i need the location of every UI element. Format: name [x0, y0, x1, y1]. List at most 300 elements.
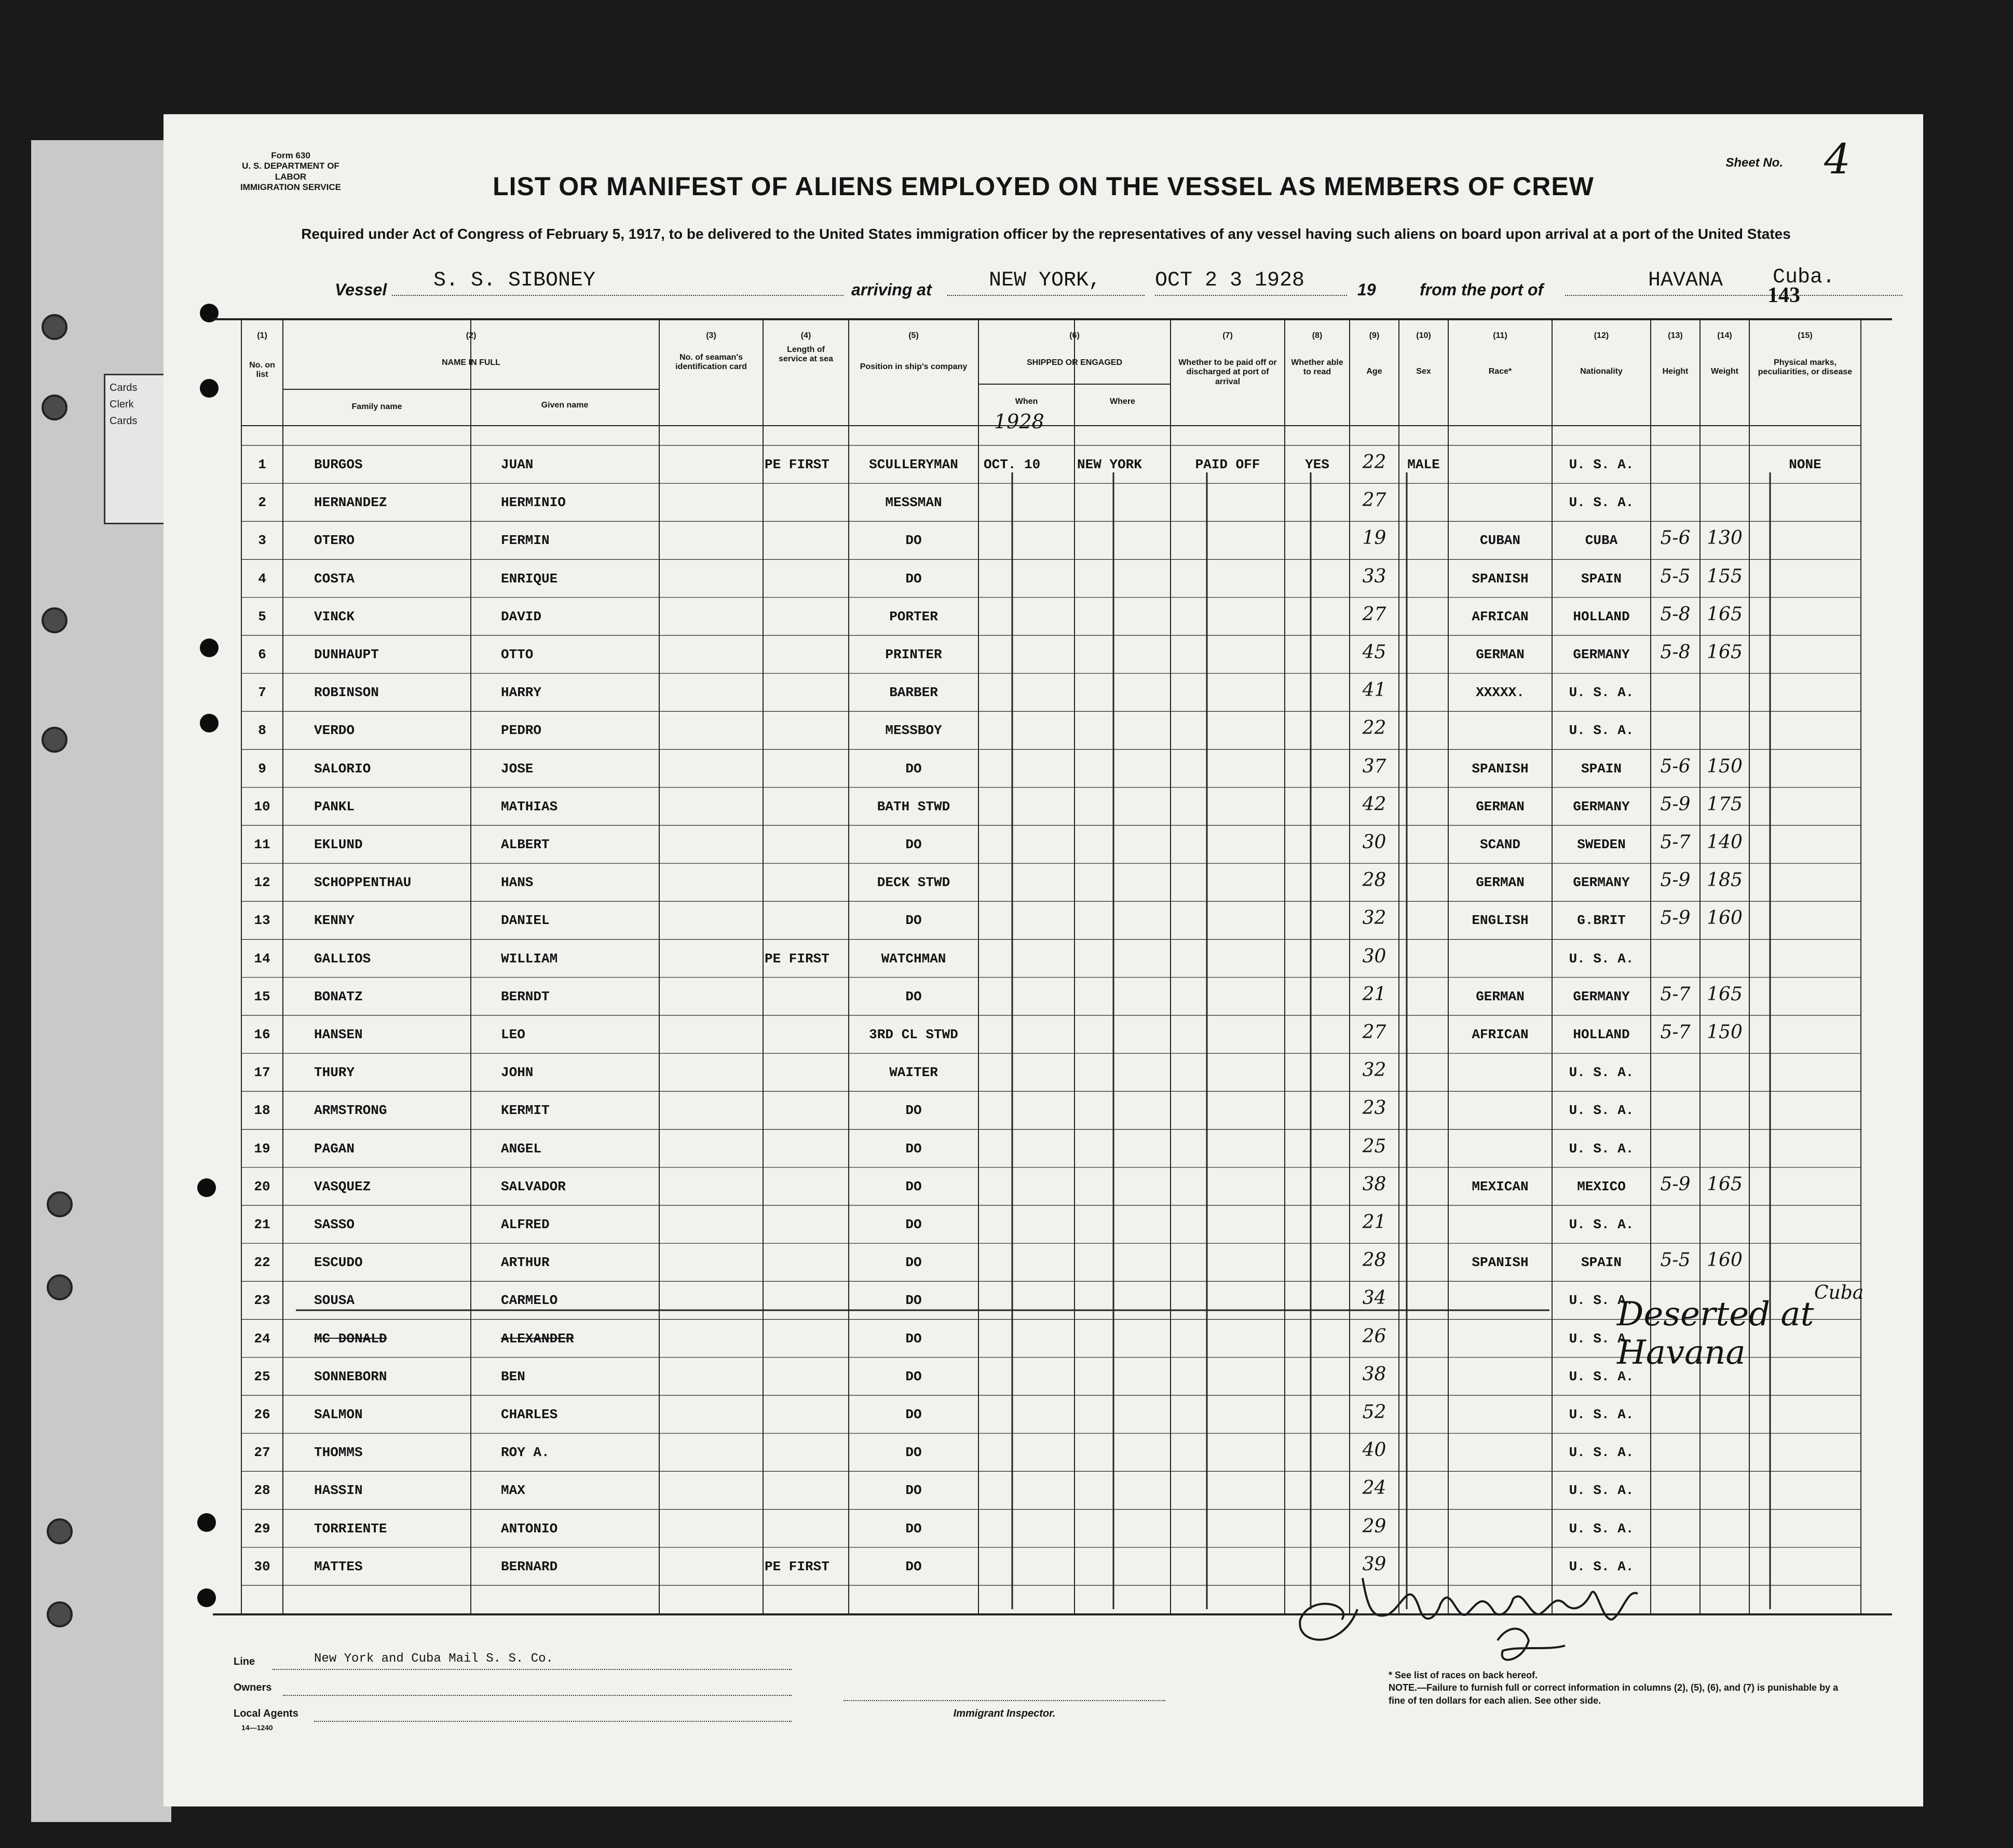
- header-physical: Physical marks, peculiarities, or disease: [1758, 358, 1853, 377]
- position: DO: [905, 1140, 922, 1157]
- col-number-7: (7): [1222, 331, 1233, 340]
- age: 25: [1362, 1135, 1386, 1157]
- family-name: VASQUEZ: [314, 1178, 371, 1194]
- owners-dotted: [283, 1695, 792, 1696]
- position: DO: [905, 988, 922, 1004]
- given-name: WILLIAM: [501, 950, 558, 967]
- age: 22: [1362, 717, 1386, 739]
- position: MESSBOY: [885, 723, 942, 739]
- given-name: ALEXANDER: [501, 1330, 574, 1347]
- height: 5-7: [1660, 1022, 1691, 1043]
- row-number: 4: [258, 570, 266, 587]
- sheet-number: 4: [1824, 135, 1851, 183]
- nationality: GERMANY: [1573, 988, 1630, 1004]
- nationality: U. S. A.: [1569, 1217, 1634, 1232]
- given-name: JOSE: [501, 760, 534, 777]
- age: 33: [1362, 565, 1386, 587]
- row-number: 6: [258, 647, 266, 662]
- age: 19: [1362, 527, 1386, 549]
- nationality: GERMANY: [1573, 798, 1630, 814]
- family-name: BURGOS: [314, 457, 363, 472]
- height: 5-6: [1660, 527, 1691, 549]
- family-name: VINCK: [314, 608, 355, 624]
- given-name: ALBERT: [501, 837, 550, 852]
- nationality: U. S. A.: [1569, 1445, 1634, 1461]
- given-name: BERNDT: [501, 988, 550, 1004]
- position: DO: [905, 837, 922, 852]
- family-name: SALORIO: [314, 760, 371, 777]
- nationality: U. S. A.: [1569, 1368, 1634, 1384]
- nationality: G.BRIT: [1577, 913, 1626, 929]
- nationality: SPAIN: [1581, 1255, 1622, 1271]
- weight: 165: [1707, 642, 1743, 663]
- age: 30: [1362, 945, 1386, 967]
- header-family-name: Family name: [351, 402, 402, 411]
- position: MESSMAN: [885, 495, 942, 511]
- family-name: DUNHAUPT: [314, 647, 379, 662]
- nationality: U. S. A.: [1569, 1140, 1634, 1157]
- weight: 165: [1707, 603, 1743, 625]
- nationality: U. S. A.: [1569, 1330, 1634, 1347]
- position: WATCHMAN: [881, 950, 946, 967]
- given-name: BEN: [501, 1368, 525, 1384]
- manifest-sheet: [164, 114, 1923, 1806]
- given-name: ALFRED: [501, 1217, 550, 1232]
- position: DO: [905, 1178, 922, 1194]
- family-name: HASSIN: [314, 1483, 363, 1499]
- stamp-number: 143: [1767, 283, 1800, 307]
- position: BATH STWD: [877, 798, 950, 814]
- given-name: KERMIT: [501, 1103, 550, 1119]
- sheet-number-label: Sheet No.: [1725, 156, 1783, 170]
- inspector-label: Immigrant Inspector.: [953, 1708, 1056, 1719]
- position: DO: [905, 1330, 922, 1347]
- age: 28: [1362, 869, 1386, 891]
- nationality: U. S. A.: [1569, 1065, 1634, 1081]
- age: 30: [1362, 832, 1386, 853]
- col-number-4: (4): [800, 331, 811, 340]
- age: 34: [1362, 1287, 1386, 1309]
- binder-hole: [42, 727, 67, 753]
- header-when: When: [1015, 397, 1038, 406]
- race: XXXXX.: [1476, 685, 1525, 701]
- family-name: SALMON: [314, 1407, 363, 1422]
- from-port-label: from the port of: [1420, 280, 1544, 299]
- header-no-on-list: No. on list: [249, 361, 275, 379]
- service-name: IMMIGRATION SERVICE: [240, 182, 341, 193]
- family-name: SOUSA: [314, 1293, 355, 1309]
- age: 27: [1362, 490, 1386, 511]
- height: 5-8: [1660, 642, 1691, 663]
- family-name: MATTES: [314, 1558, 363, 1574]
- row-number: 15: [254, 988, 270, 1004]
- nationality: HOLLAND: [1573, 608, 1630, 624]
- row-number: 5: [258, 608, 266, 624]
- arrival-date: OCT 2 3 1928: [1155, 269, 1305, 292]
- given-name: MAX: [501, 1483, 525, 1499]
- age: 38: [1362, 1363, 1386, 1385]
- family-name: VERDO: [314, 723, 355, 739]
- position: DO: [905, 1293, 922, 1309]
- header-age: Age: [1366, 367, 1382, 376]
- position: DO: [905, 760, 922, 777]
- weight: 130: [1707, 527, 1743, 549]
- race: GERMAN: [1476, 988, 1525, 1004]
- header-sex: Sex: [1416, 367, 1431, 376]
- height: 5-5: [1660, 1249, 1691, 1271]
- col-number-3: (3): [706, 331, 716, 340]
- physical-marks: NONE: [1789, 457, 1821, 472]
- form-number: Form 630: [271, 151, 310, 160]
- given-name: ENRIQUE: [501, 570, 558, 587]
- given-name: HARRY: [501, 685, 542, 701]
- family-name: TORRIENTE: [314, 1520, 387, 1537]
- given-name: HERMINIO: [501, 495, 566, 511]
- given-name: DANIEL: [501, 913, 550, 929]
- binder-hole: [47, 1601, 73, 1627]
- footnote-text: NOTE.—Failure to furnish full or correct information in columns (2), (5), (6), and (7) is punishable by a fine of ten dollars for each alien. See other side.: [1389, 1682, 1839, 1706]
- given-name: PEDRO: [501, 723, 542, 739]
- nationality: U. S. A.: [1569, 457, 1634, 472]
- row-number: 21: [254, 1217, 270, 1232]
- row-number: 10: [254, 798, 270, 814]
- height: 5-7: [1660, 983, 1691, 1005]
- family-name: MC DONALD: [314, 1330, 387, 1347]
- age: 32: [1362, 907, 1386, 929]
- family-name: KENNY: [314, 913, 355, 929]
- col-number-12: (12): [1594, 331, 1609, 340]
- header-id-card: No. of seaman's identification card: [675, 353, 747, 372]
- age: 28: [1362, 1249, 1386, 1271]
- row-number: 13: [254, 913, 270, 929]
- header-nationality: Nationality: [1580, 367, 1623, 376]
- given-name: ROY A.: [501, 1445, 550, 1461]
- position: DO: [905, 1103, 922, 1119]
- header-length-service: Length of service at sea: [779, 345, 833, 364]
- nationality: U. S. A.: [1569, 1558, 1634, 1574]
- row-number: 26: [254, 1407, 270, 1422]
- header-given-name: Given name: [541, 401, 589, 410]
- given-name: HANS: [501, 875, 534, 891]
- year-label: 19: [1357, 280, 1376, 299]
- from-port: HAVANA: [1648, 269, 1723, 292]
- given-name: JUAN: [501, 457, 534, 472]
- position: DO: [905, 1217, 922, 1232]
- row-number: 12: [254, 875, 270, 891]
- row-number: 3: [258, 533, 266, 549]
- vessel-label: Vessel: [335, 280, 387, 299]
- age: 32: [1362, 1059, 1386, 1081]
- row-number: 2: [258, 495, 266, 511]
- inspector-signature: [1280, 1516, 1695, 1682]
- age: 37: [1362, 755, 1386, 777]
- row-number: 28: [254, 1483, 270, 1499]
- sex: MALE: [1407, 457, 1440, 472]
- header-weight: Weight: [1710, 367, 1739, 376]
- row-number: 9: [258, 760, 266, 777]
- position: DECK STWD: [877, 875, 950, 891]
- row-number: 7: [258, 685, 266, 701]
- binder-hole: [42, 314, 67, 340]
- family-name: HERNANDEZ: [314, 495, 387, 511]
- footnote: [1389, 1669, 1856, 1707]
- family-name: ARMSTRONG: [314, 1103, 387, 1119]
- col-number-9: (9): [1369, 331, 1380, 340]
- race: AFRICAN: [1472, 608, 1529, 624]
- weight: 150: [1707, 1022, 1743, 1043]
- given-name: ARTHUR: [501, 1255, 550, 1271]
- given-name: FERMIN: [501, 533, 550, 549]
- col-number-10: (10): [1416, 331, 1431, 340]
- family-name: SONNEBORN: [314, 1368, 387, 1384]
- length-of-service: PE FIRST: [765, 1558, 829, 1574]
- inspector-dotted: [844, 1700, 1165, 1701]
- age: 23: [1362, 1097, 1386, 1119]
- binder-hole: [42, 395, 67, 420]
- family-name: BONATZ: [314, 988, 363, 1004]
- col-number-1: (1): [257, 331, 267, 340]
- row-number: 1: [258, 457, 266, 472]
- race: SPANISH: [1472, 570, 1529, 587]
- binder-hole: [47, 1518, 73, 1544]
- row-number: 11: [254, 837, 270, 852]
- age: 27: [1362, 603, 1386, 625]
- nationality: SPAIN: [1581, 760, 1622, 777]
- header-race: Race*: [1488, 367, 1512, 376]
- row-number: 30: [254, 1558, 270, 1574]
- nationality: MEXICO: [1577, 1178, 1626, 1194]
- from-country: Cuba.: [1773, 266, 1835, 289]
- position: DO: [905, 1445, 922, 1461]
- race: SCAND: [1479, 837, 1520, 852]
- height: 5-9: [1660, 1173, 1691, 1195]
- age: 27: [1362, 1022, 1386, 1043]
- row-number: 17: [254, 1065, 270, 1081]
- given-name: CARMELO: [501, 1293, 558, 1309]
- binder-hole: [47, 1274, 73, 1300]
- nationality: SWEDEN: [1577, 837, 1626, 852]
- weight: 160: [1707, 1249, 1743, 1271]
- col-number-11: (11): [1493, 331, 1507, 340]
- col-number-13: (13): [1668, 331, 1683, 340]
- position: PRINTER: [885, 647, 942, 662]
- position: DO: [905, 570, 922, 587]
- race: GERMAN: [1476, 647, 1525, 662]
- nationality: SPAIN: [1581, 570, 1622, 587]
- age: 52: [1362, 1402, 1386, 1423]
- position: WAITER: [889, 1065, 938, 1081]
- race: ENGLISH: [1472, 913, 1529, 929]
- shipped-when: OCT. 10: [984, 457, 1041, 472]
- col-number-8: (8): [1312, 331, 1323, 340]
- row-number: 8: [258, 723, 266, 739]
- position: PORTER: [889, 608, 938, 624]
- race: SPANISH: [1472, 760, 1529, 777]
- header-paid-off: Whether to be paid off or discharged at port of arrival: [1178, 358, 1277, 386]
- header-shipped: SHIPPED OR ENGAGED: [1026, 358, 1123, 367]
- given-name: ANGEL: [501, 1140, 542, 1157]
- binder-hole: [42, 607, 67, 633]
- able-to-read: YES: [1305, 457, 1329, 472]
- row-number: 20: [254, 1178, 270, 1194]
- age: 41: [1362, 680, 1386, 701]
- nationality: U. S. A.: [1569, 723, 1634, 739]
- family-name: ROBINSON: [314, 685, 379, 701]
- side-card: Cards Clerk Cards: [104, 374, 166, 524]
- given-name: ANTONIO: [501, 1520, 558, 1537]
- weight: 150: [1707, 755, 1743, 777]
- age: 22: [1362, 452, 1386, 473]
- weight: 175: [1707, 793, 1743, 815]
- position: DO: [905, 1407, 922, 1422]
- header-name-in-full: NAME IN FULL: [442, 358, 500, 367]
- family-name: HANSEN: [314, 1027, 363, 1042]
- nationality: U. S. A.: [1569, 1293, 1634, 1309]
- nationality: GERMANY: [1573, 647, 1630, 662]
- local-agents-label: Local Agents: [234, 1708, 298, 1719]
- line-value: New York and Cuba Mail S. S. Co.: [314, 1652, 553, 1666]
- family-name: SASSO: [314, 1217, 355, 1232]
- race: CUBAN: [1479, 533, 1520, 549]
- header-height: Height: [1662, 367, 1689, 376]
- family-name: COSTA: [314, 570, 355, 587]
- arriving-port: NEW YORK,: [989, 269, 1101, 292]
- shipped-year: 1928: [994, 410, 1044, 433]
- col-number-2: (2): [466, 331, 477, 340]
- deserted-annotation: Deserted at Havana: [1617, 1295, 1814, 1372]
- position: DO: [905, 1255, 922, 1271]
- family-name: GALLIOS: [314, 950, 371, 967]
- family-name: THOMMS: [314, 1445, 363, 1461]
- age: 26: [1362, 1325, 1386, 1347]
- family-name: ESCUDO: [314, 1255, 363, 1271]
- col-number-5: (5): [908, 331, 919, 340]
- age: 45: [1362, 642, 1386, 663]
- given-name: DAVID: [501, 608, 542, 624]
- weight: 140: [1707, 832, 1743, 853]
- position: BARBER: [889, 685, 938, 701]
- position: 3RD CL STWD: [869, 1027, 958, 1042]
- family-name: SCHOPPENTHAU: [314, 875, 412, 891]
- row-number: 27: [254, 1445, 270, 1461]
- given-name: SALVADOR: [501, 1178, 566, 1194]
- row-number: 18: [254, 1103, 270, 1119]
- nationality: U. S. A.: [1569, 950, 1634, 967]
- page-title: LIST OR MANIFEST OF ALIENS EMPLOYED ON THE VESSEL AS MEMBERS OF CREW: [493, 172, 1594, 201]
- header-able-read: Whether able to read: [1291, 358, 1343, 377]
- agents-dotted: [314, 1721, 792, 1722]
- form-code: 14—1240: [241, 1723, 273, 1732]
- given-name: MATHIAS: [501, 798, 558, 814]
- row-number: 19: [254, 1140, 270, 1157]
- row-number: 25: [254, 1368, 270, 1384]
- race: GERMAN: [1476, 875, 1525, 891]
- shipped-where: NEW YORK: [1077, 457, 1142, 472]
- row-number: 23: [254, 1293, 270, 1309]
- length-of-service: PE FIRST: [765, 457, 829, 472]
- footnote-races: * See list of races on back hereof.: [1389, 1670, 1538, 1680]
- header-where: Where: [1110, 397, 1135, 406]
- weight: 165: [1707, 983, 1743, 1005]
- row-number: 14: [254, 950, 270, 967]
- nationality: CUBA: [1585, 533, 1618, 549]
- age: 42: [1362, 793, 1386, 815]
- given-name: LEO: [501, 1027, 525, 1042]
- age: 40: [1362, 1439, 1386, 1461]
- binder-hole: [47, 1191, 73, 1217]
- family-name: PANKL: [314, 798, 355, 814]
- row-number: 24: [254, 1330, 270, 1347]
- nationality: U. S. A.: [1569, 495, 1634, 511]
- position: SCULLERYMAN: [869, 457, 958, 472]
- height: 5-6: [1660, 755, 1691, 777]
- position: DO: [905, 1483, 922, 1499]
- position: DO: [905, 533, 922, 549]
- weight: 155: [1707, 565, 1743, 587]
- weight: 185: [1707, 869, 1743, 891]
- height: 5-5: [1660, 565, 1691, 587]
- family-name: THURY: [314, 1065, 355, 1081]
- nationality: U. S. A.: [1569, 1483, 1634, 1499]
- race: MEXICAN: [1472, 1178, 1529, 1194]
- age: 21: [1362, 1212, 1386, 1233]
- header-position: Position in ship's company: [860, 362, 968, 371]
- given-name: OTTO: [501, 647, 534, 662]
- line-label: Line: [234, 1656, 255, 1667]
- nationality: U. S. A.: [1569, 1520, 1634, 1537]
- department-name: U. S. DEPARTMENT OF LABOR: [242, 161, 339, 182]
- position: DO: [905, 913, 922, 929]
- height: 5-9: [1660, 907, 1691, 929]
- nationality: HOLLAND: [1573, 1027, 1630, 1042]
- given-name: JOHN: [501, 1065, 534, 1081]
- nationality: U. S. A.: [1569, 685, 1634, 701]
- age: 38: [1362, 1173, 1386, 1195]
- height: 5-9: [1660, 869, 1691, 891]
- row-number: 29: [254, 1520, 270, 1537]
- owners-label: Owners: [234, 1682, 272, 1693]
- race: SPANISH: [1472, 1255, 1529, 1271]
- paid-off: PAID OFF: [1195, 457, 1260, 472]
- family-name: OTERO: [314, 533, 355, 549]
- row-number: 16: [254, 1027, 270, 1042]
- row-number: 22: [254, 1255, 270, 1271]
- position: DO: [905, 1520, 922, 1537]
- age: 21: [1362, 983, 1386, 1005]
- age: 24: [1362, 1477, 1386, 1499]
- line-dotted: [273, 1669, 792, 1670]
- arriving-label: arriving at: [851, 280, 932, 299]
- weight: 165: [1707, 1173, 1743, 1195]
- given-name: CHARLES: [501, 1407, 558, 1422]
- race: AFRICAN: [1472, 1027, 1529, 1042]
- col-number-15: (15): [1798, 331, 1813, 340]
- height: 5-8: [1660, 603, 1691, 625]
- age: 29: [1362, 1515, 1386, 1537]
- family-name: EKLUND: [314, 837, 363, 852]
- age: 39: [1362, 1553, 1386, 1575]
- race: GERMAN: [1476, 798, 1525, 814]
- vessel-name: S. S. SIBONEY: [433, 269, 596, 292]
- nationality: U. S. A.: [1569, 1103, 1634, 1119]
- family-name: PAGAN: [314, 1140, 355, 1157]
- page-subtitle: Required under Act of Congress of February 5, 1917, to be delivered to the United States immigration officer by the representatives of any vessel having such aliens on board upon arrival at a port of the United States: [301, 226, 1791, 242]
- position: DO: [905, 1558, 922, 1574]
- length-of-service: PE FIRST: [765, 950, 829, 967]
- height: 5-9: [1660, 793, 1691, 815]
- height: 5-7: [1660, 832, 1691, 853]
- nationality: GERMANY: [1573, 875, 1630, 891]
